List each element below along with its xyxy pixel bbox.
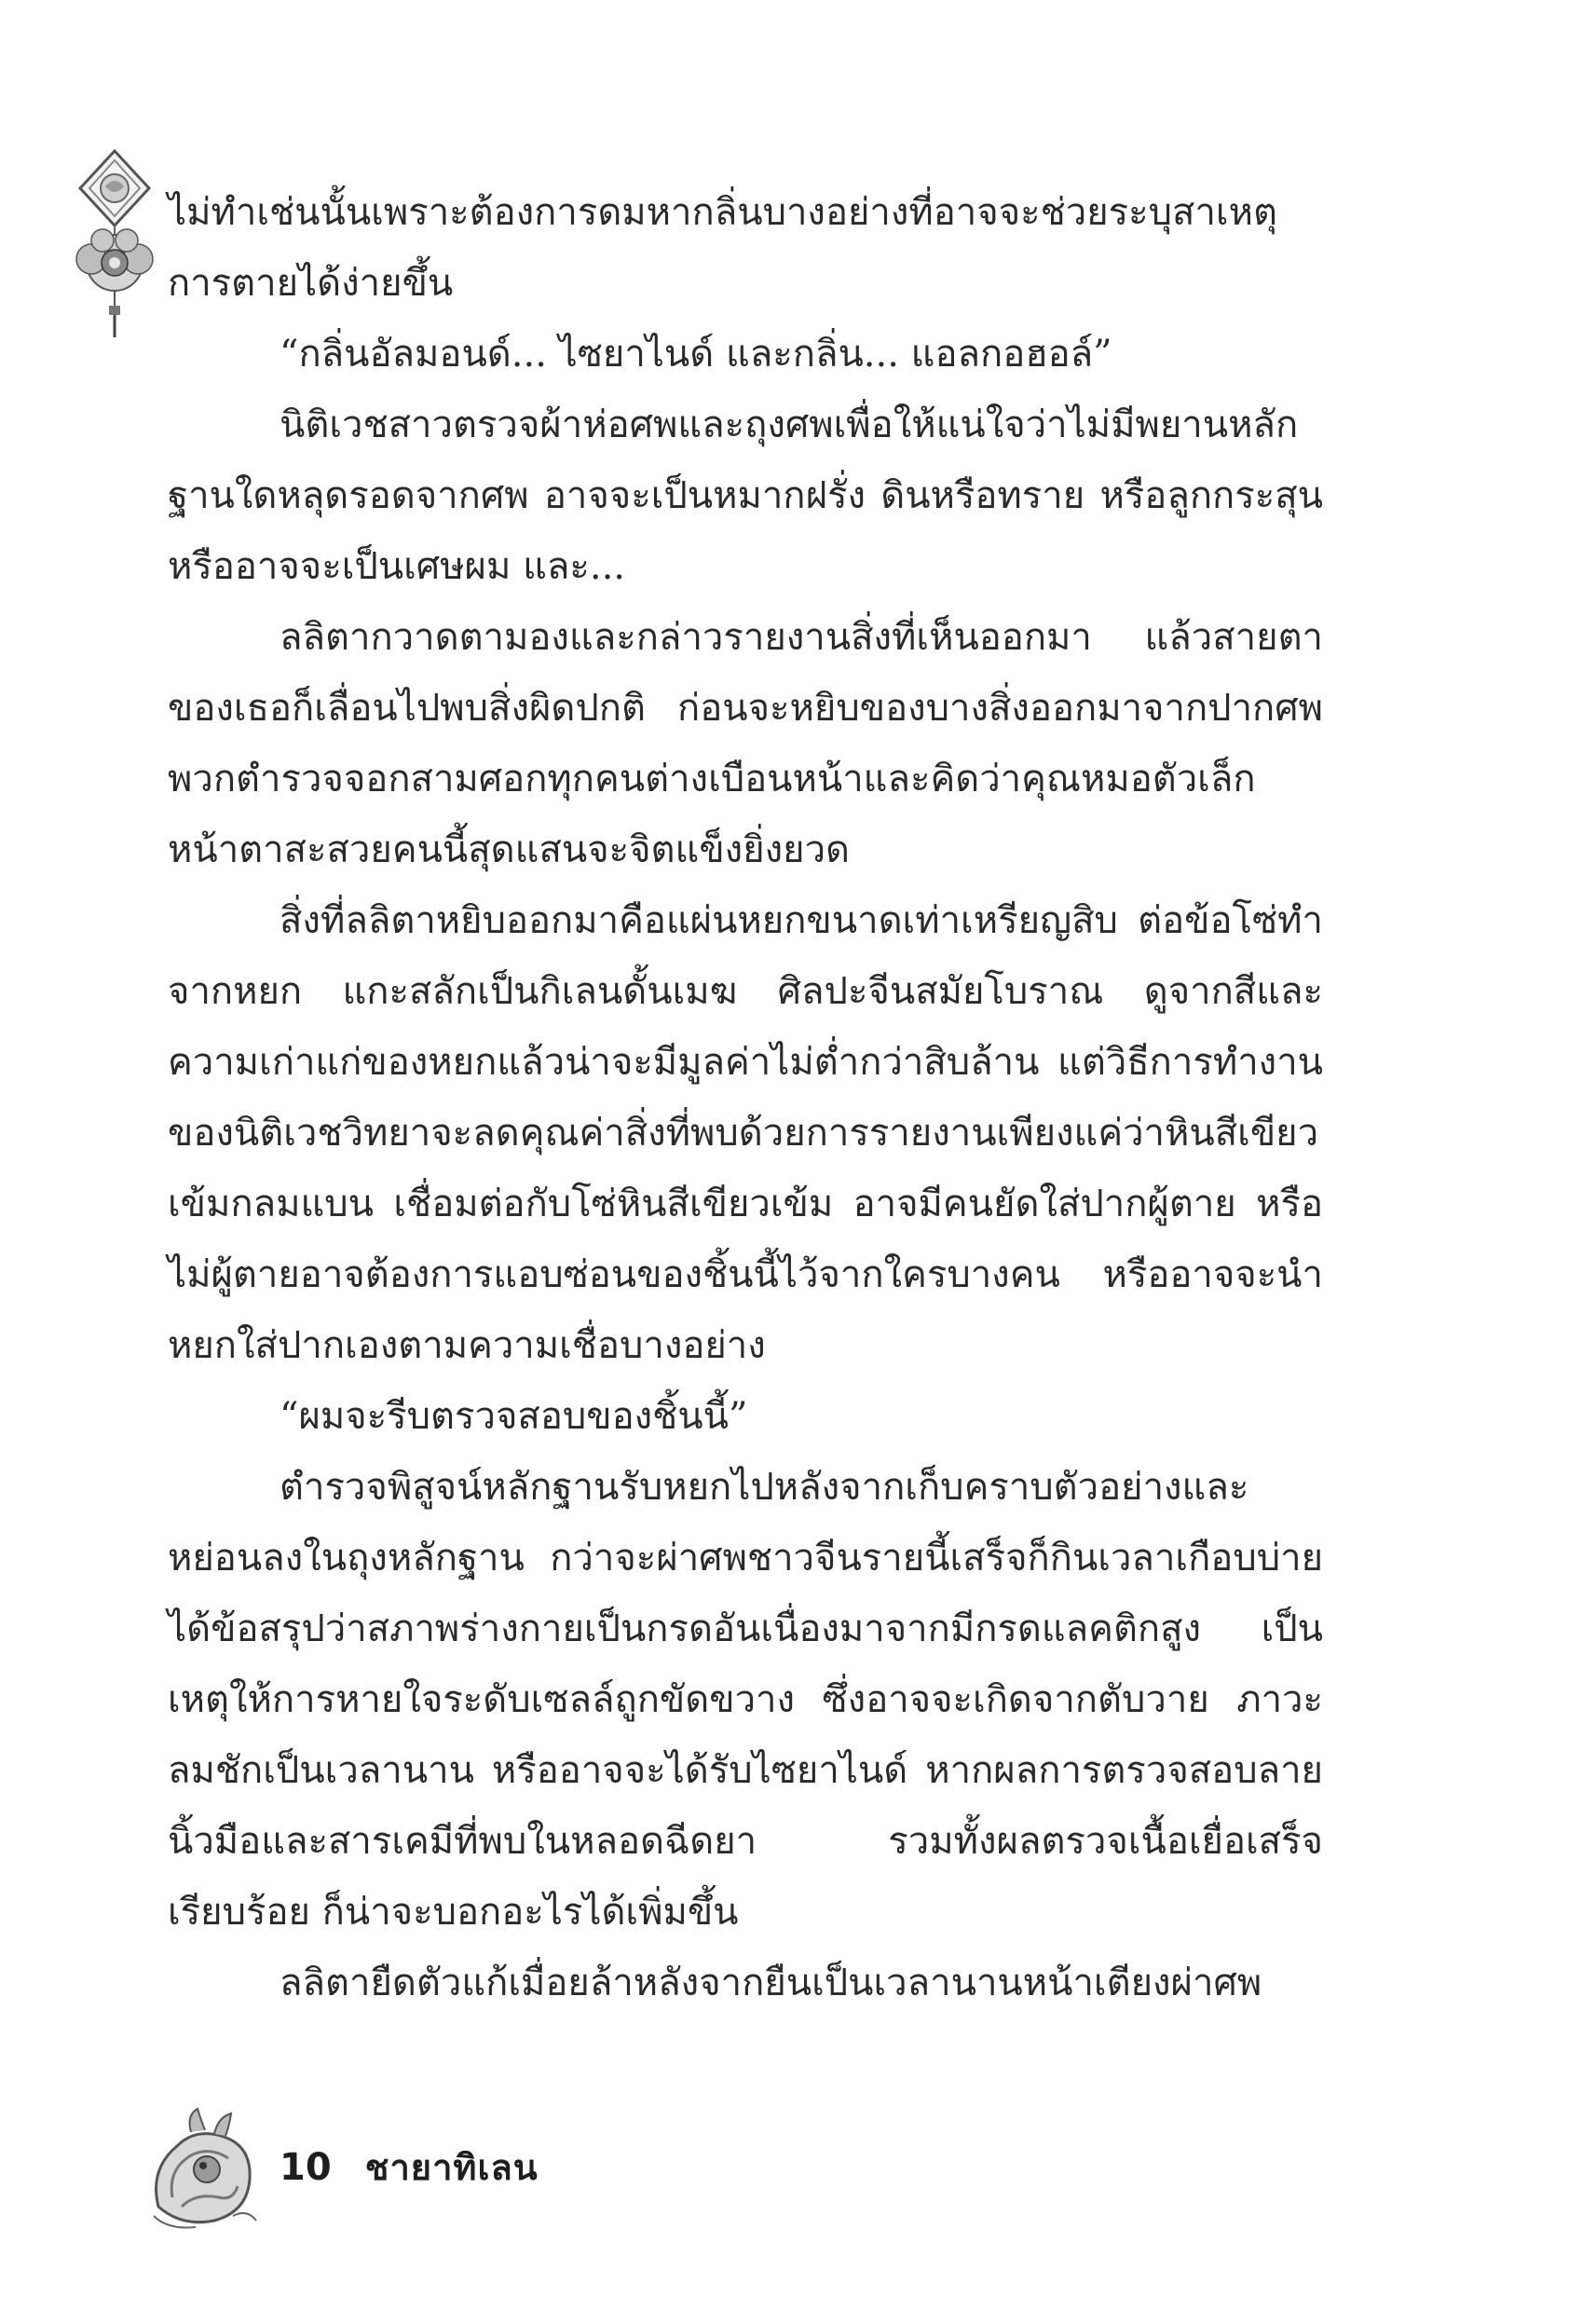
paragraph: ลลิตากวาดตามองและกล่าวรายงานสิ่งที่เห็นออกมา แล้วสายตาของเธอก็เลื่อนไปพบสิ่งผิดปกติ ก่อนจะหยิบของบางสิ่งออกมาจากปากศพ พวกตำรวจจอกสามศอกทุกคนต่างเบือนหน้าและคิดว่าคุณหมอตัวเล็กหน้าตาสะสวยคนนี้สุดแสนจะจิตแข็งยิ่งยวด [168,616,1323,871]
body-text [168,177,1323,2018]
paragraph: ลลิตายืดตัวแก้เมื่อยล้าหลังจากยืนเป็นเวลานานหน้าเตียงผ่าศพ [280,1962,1262,2004]
paragraph: ไม่ทำเช่นนั้นเพราะต้องการดมหากลิ่นบางอย่างที่อาจจะช่วยระบุสาเหตุการตายได้ง่ายขึ้น [168,191,1277,305]
book-title: ชายาทิเลน [364,2147,539,2188]
paragraph: “กลิ่นอัลมอนด์... ไซยาไนด์ และกลิ่น... แอลกอฮอล์” [280,333,1112,376]
paragraph: “ผมจะรีบตรวจสอบของชิ้นนี้” [280,1395,748,1438]
qilin-ornament-icon [140,2104,266,2235]
paragraph: นิติเวชสาวตรวจผ้าห่อศพและถุงศพเพื่อให้แน่ใจว่าไม่มีพยานหลักฐานใดหลุดรอดจากศพ อาจจะเป็นหมากฝรั่ง ดินหรือทราย หรือลูกกระสุน หรืออาจจะเป็นเศษผม และ... [168,403,1323,588]
chinese-lantern-ornament-icon [63,149,166,340]
paragraph: สิ่งที่ลลิตาหยิบออกมาคือแผ่นหยกขนาดเท่าเหรียญสิบ ต่อข้อโซ่ทำจากหยก แกะสลักเป็นกิเลนดั้นเมฆ ศิลปะจีนสมัยโบราณ ดูจากสีและความเก่าแก่ของหยกแล้วน่าจะมีมูลค่าไม่ต่ำกว่าสิบล้าน แต่วิธีการทำงานของนิติเวชวิทยาจะลดคุณค่าสิ่งที่พบด้วยการรายงานเพียงแค่ว่าหินสีเขียวเข้มกลมแบน เชื่อมต่อกับโซ่หินสีเขียวเข้ม อาจมีคนยัดใส่ปากผู้ตาย หรือไม่ผู้ตายอาจต้องการแอบซ่อนของชิ้นนี้ไว้จากใครบางคน หรืออาจจะนำหยกใส่ปากเองตามความเชื่อบางอย่าง [168,899,1323,1367]
paragraph: ตำรวจพิสูจน์หลักฐานรับหยกไปหลังจากเก็บคราบตัวอย่างและหย่อนลงในถุงหลักฐาน กว่าจะผ่าศพชาวจีนรายนี้เสร็จก็กินเวลาเกือบบ่าย ได้ข้อสรุปว่าสภาพร่างกายเป็นกรดอันเนื่องมาจากมีกรดแลคติกสูง เป็นเหตุให้การหายใจระดับเซลล์ถูกขัดขวาง ซึ่งอาจจะเกิดจากตับวาย ภาวะลมชักเป็นเวลานาน หรืออาจจะได้รับไซยาไนด์ หากผลการตรวจสอบลายนิ้วมือและสารเคมีที่พบในหลอดฉีดยา รวมทั้งผลตรวจเนื้อเยื่อเสร็จเรียบร้อย ก็น่าจะบอกอะไรได้เพิ่มขึ้น [168,1466,1323,1934]
page-footer [280,2139,539,2195]
page-number: 10 [280,2146,332,2189]
